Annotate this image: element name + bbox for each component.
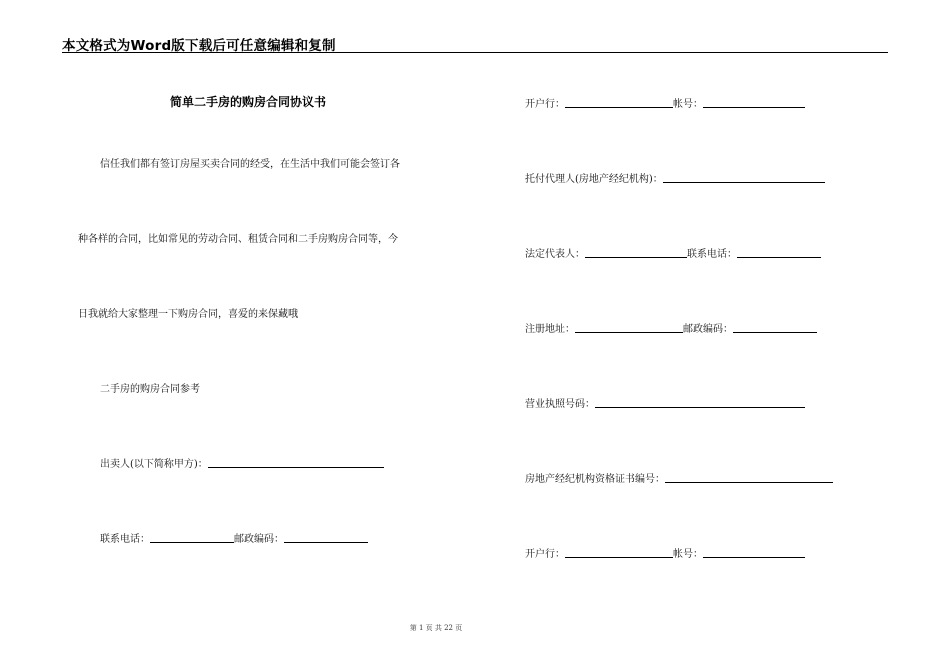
postcode-label-right: 邮政编码： (683, 324, 733, 335)
account-label: 帐号： (673, 99, 703, 110)
account-blank (703, 97, 805, 108)
cert-field (525, 470, 833, 485)
seller-contact-field (100, 530, 368, 545)
intro-line-2: 种各样的合同，比如常见的劳动合同、租赁合同和二手房购房合同等，今 (78, 234, 398, 245)
account-label-bottom: 帐号： (673, 549, 703, 560)
cert-blank (665, 472, 833, 483)
reg-address-blank (575, 322, 683, 333)
page-number: 第 1 页 共 22 页 (409, 624, 463, 632)
page-header: 本文格式为Word版下载后可任意编辑和复制 (62, 38, 336, 54)
seller-label: 出卖人(以下简称甲方)： (100, 459, 208, 470)
bank-blank (565, 97, 673, 108)
reg-address-label: 注册地址： (525, 324, 575, 335)
cert-label: 房地产经纪机构资格证书编号： (525, 474, 665, 485)
agent-label: 托付代理人(房地产经纪机构)： (525, 174, 663, 185)
bank-label: 开户行： (525, 99, 565, 110)
license-label: 营业执照号码： (525, 399, 595, 410)
legal-rep-blank (585, 247, 687, 258)
account-blank-bottom (703, 547, 805, 558)
phone-blank (150, 532, 234, 543)
bank-account-field-top (525, 95, 805, 110)
agent-blank (663, 172, 825, 183)
seller-field (100, 455, 384, 470)
intro-line-1: 信任我们都有签订房屋买卖合同的经受，在生活中我们可能会签订各 (100, 159, 400, 170)
license-field (525, 395, 805, 410)
postcode-blank-right (733, 322, 817, 333)
bank-label-bottom: 开户行： (525, 549, 565, 560)
legal-rep-field (525, 245, 821, 260)
postcode-label: 邮政编码： (234, 534, 284, 545)
phone-label: 联系电话： (100, 534, 150, 545)
bank-blank-bottom (565, 547, 673, 558)
license-blank (595, 397, 805, 408)
document-title: 简单二手房的购房合同协议书 (170, 95, 327, 109)
header-divider (62, 52, 888, 53)
reg-address-field (525, 320, 817, 335)
contact-phone-blank (737, 247, 821, 258)
section-subheading: 二手房的购房合同参考 (100, 384, 200, 395)
intro-line-3: 日我就给大家整理一下购房合同，喜爱的来保藏哦 (78, 309, 298, 320)
contact-phone-label: 联系电话： (687, 249, 737, 260)
bank-account-field-bottom (525, 545, 805, 560)
legal-rep-label: 法定代表人： (525, 249, 585, 260)
seller-blank (208, 457, 384, 468)
postcode-blank (284, 532, 368, 543)
agent-field (525, 170, 825, 185)
